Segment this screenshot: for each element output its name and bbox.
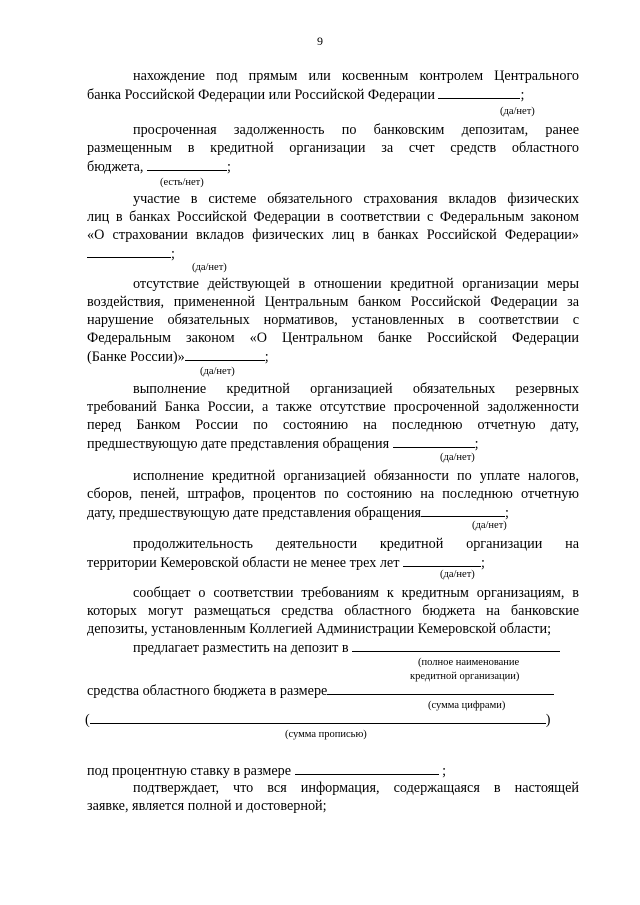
p7-line-2-text: территории Кемеровской области не менее трех лет [87,555,400,571]
p1-line-1: нахождение под прямым или косвенным контролем Центрального [133,68,579,84]
p1-end: ; [520,87,525,103]
p4-note: (да/нет) [200,366,235,377]
p11-note: (сумма прописью) [285,729,367,740]
p9-note-2: кредитной организации) [410,671,520,682]
p4-end: ; [264,349,269,365]
p4-blank [185,347,265,361]
p1-blank [438,85,520,99]
p2-line-2: размещенным в кредитной организации за счет средств областного [87,140,579,156]
p2-line-1: просроченная задолженность по банковским депозитам, ранее [133,122,579,138]
p3-end: ; [171,246,175,262]
p9-blank [352,638,560,652]
p5-note: (да/нет) [440,452,475,463]
p7-line-1: продолжительность деятельности кредитной организации на [133,536,579,552]
p5-line-4 [87,434,479,453]
p6-line-3 [87,503,509,522]
p2-note: (есть/нет) [160,177,204,188]
p9-line-1-text: предлагает разместить на депозит в [133,640,349,656]
p8-line-2: которых могут размещаться средства областного бюджета на банковские [87,603,579,619]
p2-line-3-text: бюджета, [87,159,144,175]
p5-line-3: перед Банком России по состоянию на последнюю отчетную дату, [87,417,579,433]
p10-line-1 [87,681,554,700]
p3-note: (да/нет) [192,262,227,273]
p1-line-2 [87,85,524,104]
p3-line-4 [87,244,175,263]
p6-line-2: сборов, пеней, штрафов, процентов по состоянию на последнюю отчетную [87,486,579,502]
p12-line-1 [87,761,446,780]
p3-line-1: участие в системе обязательного страхования вкладов физических [133,191,579,207]
p10-note: (сумма цифрами) [428,700,506,711]
p5-end: ; [474,436,479,452]
p4-line-3: нарушение обязательных нормативов, установленных в соответствии с [87,312,579,328]
p8-line-1: сообщает о соответствии требованиям к кредитным организациям, в [133,585,579,601]
p10-line-1-text: средства областного бюджета в размере [87,683,328,699]
p6-end: ; [505,505,509,521]
p12-line-1-text: под процентную ставку в размере [87,763,292,779]
p11-blank [90,710,546,724]
page-number: 9 [317,34,323,48]
p9-note-1: (полное наименование [418,657,520,668]
p13-line-2: заявке, является полной и достоверной; [87,798,327,814]
p7-note: (да/нет) [440,569,475,580]
p2-blank [147,157,227,171]
p6-note: (да/нет) [472,520,507,531]
p3-line-2: лиц в банках Российской Федерации в соответствии с Федеральным законом [87,209,579,225]
p4-line-2: воздействия, примененной Центральным банком Российской Федерации за [87,294,579,310]
p12-blank [295,761,439,775]
p7-end: ; [480,555,485,571]
p9-line-1 [133,638,560,657]
p10-blank [327,681,554,695]
p11-open-paren: ( [85,712,90,728]
p4-line-4: Федеральным законом «О Центральном банке Российской Федерации [87,330,579,346]
p7-line-2 [87,553,485,572]
p7-blank [403,553,481,567]
p4-line-5-text: (Банке России)» [87,349,185,365]
p5-line-4-text: предшествующую дате представления обращения [87,436,390,452]
p4-line-1: отсутствие действующей в отношении кредитной организации меры [133,276,579,292]
p5-line-2: требований Банка России, а также отсутствие просроченной задолженности [87,399,579,415]
p6-blank [421,503,505,517]
p1-note: (да/нет) [500,106,535,117]
p3-blank [87,244,171,258]
p4-line-5 [87,347,269,366]
p13-line-1: подтверждает, что вся информация, содержащаяся в настоящей [133,780,579,796]
p11-line-1 [85,710,550,729]
p5-blank [393,434,475,448]
p2-end: ; [227,159,231,175]
p5-line-1: выполнение кредитной организацией обязательных резервных [133,381,579,397]
p3-line-3: «О страховании вкладов физических лиц в банках Российской Федерации» [87,227,579,243]
p8-line-3: депозиты, установленным Коллегией Администрации Кемеровской области; [87,621,552,637]
p1-line-2-text: банка Российской Федерации или Российской Федерации [87,87,435,103]
p2-line-3 [87,157,231,176]
p12-end: ; [442,763,447,779]
p6-line-1: исполнение кредитной организацией обязанности по уплате налогов, [133,468,579,484]
p11-close-paren: ) [545,712,551,728]
p6-line-3-text: дату, предшествующую дате представления обращения [87,505,422,521]
